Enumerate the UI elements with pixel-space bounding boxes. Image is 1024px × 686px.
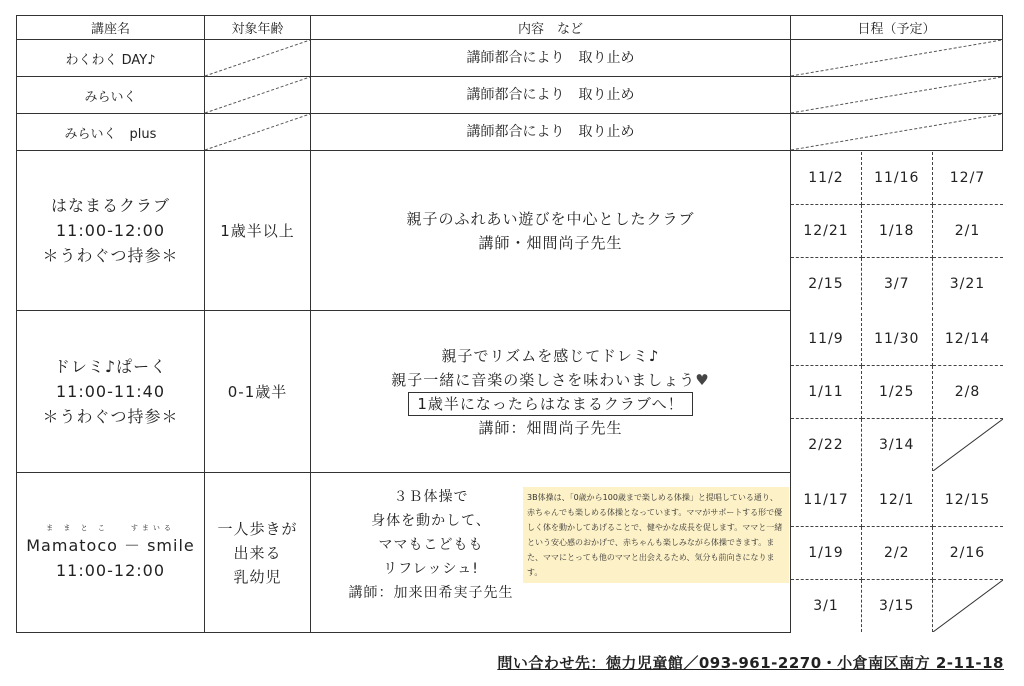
- age-line: 一人歩きが: [217, 519, 298, 538]
- course-content: [311, 151, 791, 311]
- course-note: ＊うわぐつ持参＊: [42, 407, 179, 426]
- header-row: [17, 16, 1003, 40]
- course-time: 11:00-11:40: [56, 382, 165, 401]
- date-cell: 2/2: [862, 526, 933, 579]
- diagonal-slash: [205, 40, 310, 76]
- date-cell: 3/1: [791, 579, 862, 632]
- date-cell: 2/22: [791, 418, 862, 471]
- header-age: 対象年齢: [205, 16, 311, 40]
- content-line: ３Ｂ体操で: [393, 489, 469, 505]
- diagonal-slash: [933, 419, 1003, 471]
- schedule-dates: [791, 311, 1003, 473]
- diagonal-slash: [791, 40, 1002, 76]
- date-cell: 2/1: [932, 204, 1003, 257]
- date-cell: 3/21: [949, 275, 986, 292]
- table-row-doremi: [17, 311, 1003, 473]
- table-row: [17, 40, 1003, 77]
- date-cell: 1/25: [862, 365, 933, 418]
- date-empty: [932, 579, 1003, 632]
- heart-icon: ♥: [695, 370, 710, 389]
- schedule-table: [16, 15, 1003, 633]
- date-grid: [791, 474, 1003, 632]
- schedule-empty: [791, 77, 1003, 114]
- date-cell: 12/7: [932, 152, 1003, 205]
- schedule-empty: [791, 114, 1003, 151]
- diagonal-slash: [791, 77, 1002, 113]
- course-name: [17, 311, 205, 473]
- content-line: 身体を動かして、: [371, 513, 491, 529]
- course-title: はなまるクラブ: [50, 196, 170, 215]
- schedule-empty: [791, 40, 1003, 77]
- date-cell: 3/7: [862, 257, 933, 310]
- course-name: みらいく plus: [17, 114, 205, 151]
- age-empty: [205, 40, 311, 77]
- content-line: リフレッシュ!: [383, 561, 479, 577]
- date-cell: 3/14: [862, 418, 933, 471]
- course-time: 11:00-12:00: [56, 221, 165, 240]
- date-grid: [791, 152, 1003, 310]
- schedule-dates: [791, 473, 1003, 633]
- table-row: [17, 77, 1003, 114]
- date-cell: 11/9: [791, 313, 862, 366]
- date-cell: 12/15: [932, 474, 1003, 527]
- date-cell: 12/21: [791, 204, 862, 257]
- date-cell: 1/19: [791, 526, 862, 579]
- course-note: ＊うわぐつ持参＊: [42, 246, 179, 265]
- content-line: 親子でリズムを感じてドレミ♪: [441, 346, 660, 365]
- diagonal-slash: [205, 77, 310, 113]
- table-row-mamatoco: [17, 473, 1003, 633]
- date-cell: 12/14: [932, 313, 1003, 366]
- date-cell: 1/11: [791, 365, 862, 418]
- table-row: [17, 114, 1003, 151]
- date-cell: 2/8: [932, 365, 1003, 418]
- date-cell: 11/17: [791, 474, 862, 527]
- course-name: [17, 473, 205, 633]
- target-age: 0-1歳半: [205, 311, 311, 473]
- course-content: 講師都合により 取り止め: [311, 77, 791, 114]
- diagonal-slash: [933, 580, 1003, 632]
- date-cell: 3/15: [862, 579, 933, 632]
- date-cell: 2/15: [791, 257, 862, 310]
- target-age: 1歳半以上: [205, 151, 311, 311]
- diagonal-slash: [791, 114, 1002, 150]
- date-cell: 11/2: [791, 152, 862, 205]
- course-name: みらいく: [17, 77, 205, 114]
- content-line: 親子のふれあい遊びを中心としたクラブ: [406, 209, 695, 228]
- schedule-dates: [791, 151, 1003, 311]
- date-cell: 11/16: [862, 152, 933, 205]
- diagonal-slash: [205, 114, 310, 150]
- content-boxed: 1歳半になったらはなまるクラブへ！: [408, 392, 692, 416]
- date-grid: [791, 313, 1003, 471]
- content-instructor: 講師：畑間尚子先生: [478, 418, 623, 437]
- date-cell: 12/1: [862, 474, 933, 527]
- age-line: 出来る: [233, 543, 282, 562]
- course-name: [17, 151, 205, 311]
- course-content: [311, 311, 791, 473]
- target-age: [205, 473, 311, 633]
- date-cell: 11/30: [862, 313, 933, 366]
- content-boxed-wrap: [311, 392, 790, 416]
- course-content: 講師都合により 取り止め: [311, 40, 791, 77]
- date-cell: 2/16: [932, 526, 1003, 579]
- content-block: [331, 485, 531, 605]
- course-name: わくわく DAY♪: [17, 40, 205, 77]
- content-instructor: 講師・畑間尚子先生: [478, 233, 623, 252]
- content-line: ママもこどもも: [378, 537, 484, 553]
- course-time: 11:00-12:00: [56, 560, 165, 580]
- header-content: 内容 など: [311, 16, 791, 40]
- date-empty: [932, 418, 1003, 471]
- course-content: [311, 473, 791, 633]
- age-empty: [205, 114, 311, 151]
- date-cell: 1/18: [862, 204, 933, 257]
- age-empty: [205, 77, 311, 114]
- age-line: 乳幼児: [233, 567, 282, 586]
- course-content: 講師都合により 取り止め: [311, 114, 791, 151]
- content-line: 親子一緒に音楽の楽しさを味わいましょう: [391, 370, 696, 389]
- header-name: 講座名: [17, 16, 205, 40]
- course-ruby: ま ま と こ すまいる: [46, 523, 175, 532]
- contact-footer: 問い合わせ先：徳力児童館／093-961-2270・小倉南区南方 2-11-18: [497, 654, 1004, 672]
- info-note: 3B体操は、「0歳から100歳まで楽しめる体操」と提唱している通り、赤ちゃんでも楽しめる体操となっています。ママがサポートする形で優しく体を動かしてあげることで、健やかな成長を促します。ママと一緒という安心感のおかげで、赤ちゃんも楽しみながら体操できます。また、ママにとっても他のママと出会えるため、気分も前向きになります。: [523, 487, 789, 583]
- course-title: Mamatoco － smile: [26, 535, 195, 555]
- content-line-heart: [311, 368, 790, 392]
- table-row-hanamaru: [17, 151, 1003, 311]
- course-title: ドレミ♪ぱーく: [53, 357, 168, 376]
- content-instructor: 講師：加来田希実子先生: [348, 585, 514, 601]
- header-schedule: 日程（予定）: [791, 16, 1003, 40]
